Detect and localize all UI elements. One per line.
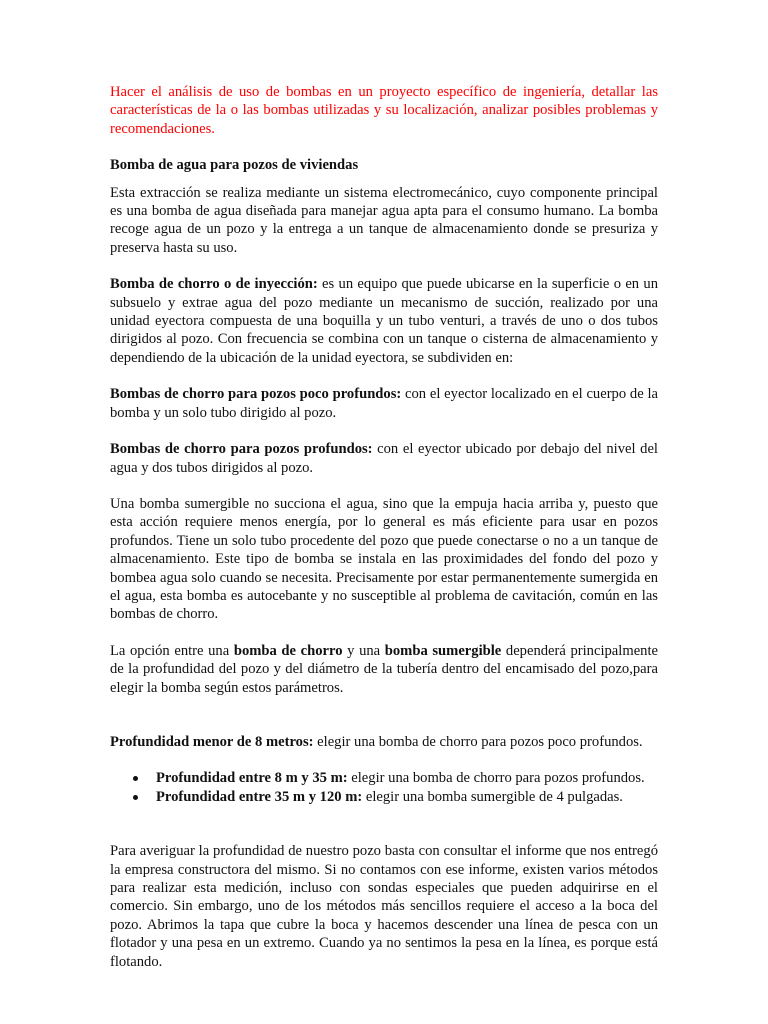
- bullet-term: Profundidad entre 35 m y 120 m:: [156, 788, 363, 805]
- choice-text-1: La opción entre una: [110, 642, 234, 659]
- choice-submersible-pump: bomba sumergible: [384, 642, 502, 659]
- jet-pump-term: Bomba de chorro o de inyección:: [110, 276, 318, 293]
- choice-text-2: y una: [342, 642, 385, 659]
- intro-paragraph: Esta extracción se realiza mediante un sistema electromecánico, cuyo componente principal es una bomba de agua diseñada para manejar agua apta para el consumo humano. La bomba recoge agua de un pozo y la entrega a un tanque de almacenamiento donde se presuriza y preserva hasta su uso.: [110, 184, 658, 256]
- list-item: [110, 788, 658, 806]
- shallow-well-paragraph: [110, 385, 658, 422]
- depth-under-8m-term: Profundidad menor de 8 metros:: [110, 733, 314, 750]
- choice-jet-pump: bomba de chorro: [233, 642, 343, 659]
- assignment-instructions: Hacer el análisis de uso de bombas en un proyecto específico de ingeniería, detallar las características de la o las bombas utilizadas y su localización, analizar posibles problemas y recomendaciones.: [110, 84, 658, 137]
- depth-under-8m-paragraph: [110, 733, 658, 751]
- deep-well-paragraph: [110, 440, 658, 477]
- spacer: [110, 715, 658, 733]
- bullet-text: elegir una bomba sumergible de 4 pulgadas.: [362, 788, 623, 805]
- bullet-icon: [133, 776, 138, 781]
- bullet-icon: [133, 795, 138, 800]
- submersible-paragraph: Una bomba sumergible no succiona el agua, sino que la empuja hacia arriba y, puesto que esta acción requiere menos energía, por lo general es más eficiente para usar en pozos profundos. Tiene un solo tubo procedente del pozo que puede conectarse o no a un tanque de almacenamiento. Este tipo de bomba se instala en las proximidades del fondo del pozo y bombea agua solo cuando se necesita. Precisamente por estar permanentemente sumergida en el agua, esta bomba es autocebante y no susceptible al problema de cavitación, común en las bombas de chorro.: [110, 495, 658, 623]
- bullet-text: elegir una bomba de chorro para pozos profundos.: [347, 770, 645, 787]
- depth-under-8m-text: elegir una bomba de chorro para pozos poco profundos.: [313, 733, 643, 750]
- spacer: [110, 806, 658, 842]
- closing-paragraph: Para averiguar la profundidad de nuestro pozo basta con consultar el informe que nos entregó la empresa constructora del mismo. Si no contamos con ese informe, existen varios métodos para realizar esta medición, incluso con sondas especiales que pueden adquirirse en el comercio. Sin embargo, uno de los métodos más sencillos requiere el acceso a la boca del pozo. Abrimos la tapa que cubre la boca y hacemos descender una línea de pesca con un flotador y una pesa en un extremo. Cuando ya no sentimos la pesa en la línea, es porque está flotando.: [110, 843, 658, 970]
- document-page: [110, 83, 658, 971]
- choice-text-3: dependerá principalmente de la profundidad del pozo y del diámetro de la tubería dentro del encamisado del pozo,para elegir la bomba según estos parámetros.: [110, 642, 658, 696]
- shallow-well-term: Bombas de chorro para pozos poco profundos:: [110, 386, 402, 403]
- deep-well-term: Bombas de chorro para pozos profundos:: [110, 441, 373, 458]
- pump-choice-paragraph: [110, 642, 658, 697]
- depth-bullet-list: [110, 769, 658, 806]
- jet-pump-text: es un equipo que puede ubicarse en la superficie o en un subsuelo y extrae agua del pozo mediante un mecanismo de succión, realizado por una unidad eyectora compuesta de una boquilla y un tubo venturi, a través de uno o dos tubos dirigidos al pozo. Con frecuencia se combina con un tanque o cisterna de almacenamiento y dependiendo de la ubicación de la unidad eyectora, se subdividen en:: [110, 276, 658, 366]
- list-item: [110, 769, 658, 787]
- jet-pump-paragraph: [110, 275, 658, 367]
- shallow-well-text: con el eyector localizado en el cuerpo de la bomba y un solo tubo dirigido al pozo.: [110, 386, 658, 421]
- deep-well-text: con el eyector ubicado por debajo del nivel del agua y dos tubos dirigidos al pozo.: [110, 441, 658, 476]
- section-title: Bomba de agua para pozos de viviendas: [110, 157, 359, 174]
- bullet-term: Profundidad entre 8 m y 35 m:: [156, 770, 348, 787]
